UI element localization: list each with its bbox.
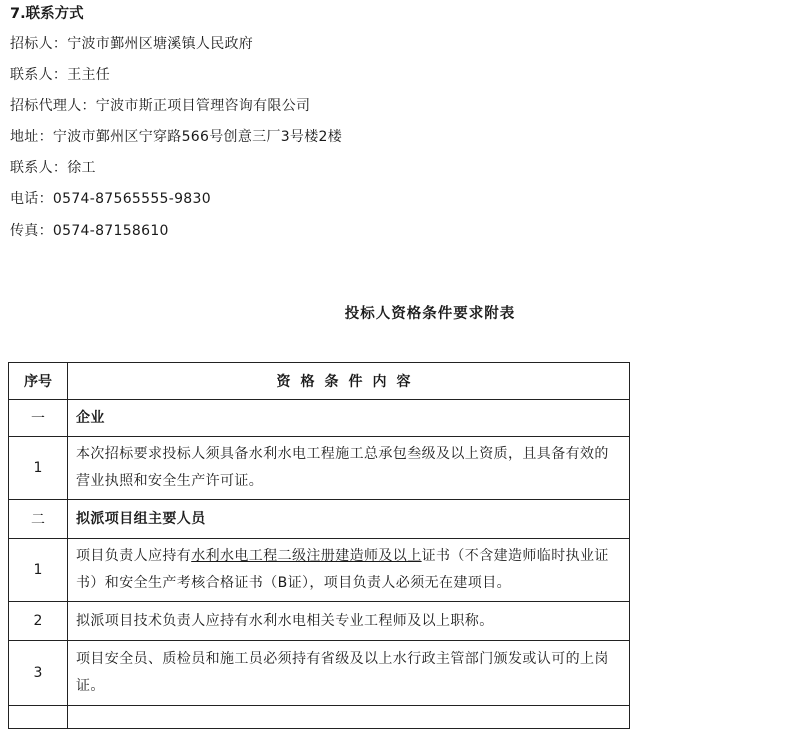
contact-address: 地址：宁波市鄞州区宁穿路566号创意三厂3号楼2楼: [10, 129, 343, 145]
table-row: [9, 641, 630, 706]
table-title: 投标人资格条件要求附表: [344, 306, 516, 322]
row-text-underlined: 水利水电工程二级注册建造师及以上: [191, 548, 422, 564]
table-row-partial: [9, 706, 630, 729]
table-row: [9, 500, 630, 539]
row-text-part: 项目负责人应持有: [76, 548, 192, 564]
row-text-part: 证书（不含建造师临时执业证书）和安全生产考核合格证书（B证），项目负责人必须无在建项目。: [76, 548, 609, 591]
table-header-row: [9, 363, 630, 400]
row-text: 企业: [68, 400, 630, 437]
row-seq: 3: [9, 641, 68, 706]
header-content: 资格条件内容: [68, 363, 630, 400]
row-seq-empty: [9, 706, 68, 729]
row-seq: 二: [9, 500, 68, 539]
contact-person-2: 联系人：徐工: [10, 160, 96, 176]
row-text: 拟派项目组主要人员: [68, 500, 630, 539]
table-row: [9, 437, 630, 500]
table-row: [9, 539, 630, 602]
row-seq: 1: [9, 539, 68, 602]
header-seq: 序号: [9, 363, 68, 400]
contact-person: 联系人：王主任: [10, 67, 111, 83]
table-row: [9, 400, 630, 437]
row-seq: 1: [9, 437, 68, 500]
row-text: 拟派项目技术负责人应持有水利水电相关专业工程师及以上职称。: [68, 602, 630, 641]
row-text-empty: [68, 706, 630, 729]
contact-agent: 招标代理人：宁波市斯正项目管理咨询有限公司: [10, 98, 311, 114]
contact-fax: 传真：0574-87158610: [10, 223, 169, 239]
qualification-table: [8, 362, 630, 729]
contact-phone: 电话：0574-87565555-9830: [10, 191, 211, 207]
contact-tenderer: 招标人：宁波市鄞州区塘溪镇人民政府: [10, 36, 254, 52]
section-heading: 7.联系方式: [10, 6, 84, 22]
row-text: [68, 539, 630, 602]
row-seq: 一: [9, 400, 68, 437]
row-text: 项目安全员、质检员和施工员必须持有省级及以上水行政主管部门颁发或认可的上岗证。: [68, 641, 630, 706]
row-seq: 2: [9, 602, 68, 641]
table-row: [9, 602, 630, 641]
row-text: 本次招标要求投标人须具备水利水电工程施工总承包叁级及以上资质，且具备有效的营业执照和安全生产许可证。: [68, 437, 630, 500]
